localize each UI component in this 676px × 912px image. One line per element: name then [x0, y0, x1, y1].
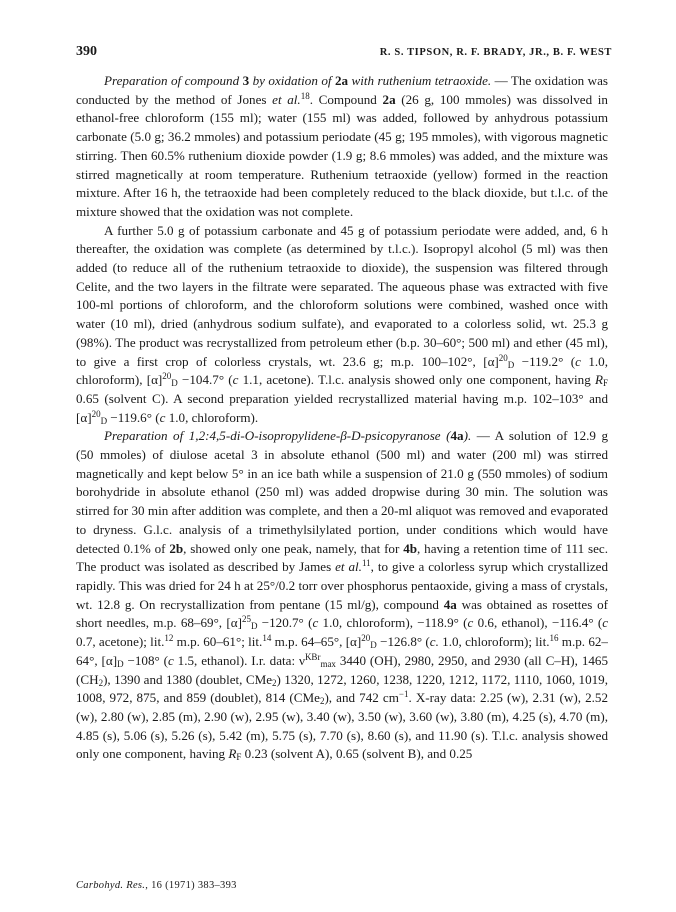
section-heading-compound-4a: Preparation of 1,2:4,5-di-O-isopropylidene-β-D-psicopyranose (4a). — [104, 428, 472, 444]
section-heading-compound-3: Preparation of compound 3 by oxidation of 2a with ruthenium tetraoxide. — [104, 73, 492, 88]
reference-superscript: 11 — [361, 558, 371, 569]
page-footer-citation — [76, 880, 237, 891]
article-body — [76, 72, 608, 764]
journal-name: Carbohyd. Res. — [76, 880, 146, 891]
paragraph-ruthenium-oxidation: Preparation of compound 3 by oxidation of 2a with ruthenium tetraoxide. — The oxidation was conducted by the method of Jones et al.$^{18}$. Compound 2a (26 g, 100 mmoles) was dissolved in ethanol-free chloroform (155 ml); water (155 ml) was added, followed by anhydrous potassium carbonate (5.0 g; 36.2 mmoles) and potassium periodate (45 g; 195 mmoles), with vigorous magnetic stirring. Then 60.5% ruthenium dioxide powder (1.9 g; 8.6 mmoles) was added, and the mixture was stirred magnetically at room temperature. Ruthenium tetraoxide (yellow) formed in the reaction mixture. After 16 h, the tetraoxide had been completely reduced to the black dioxide, but t.l.c. of the mixture showed that the oxidation was not complete. — [76, 73, 608, 219]
page-header — [76, 44, 612, 64]
paragraph-further-oxidation: A further 5.0 g of potassium carbonate and 45 g of potassium periodate were added, and, 6 h thereafter, the oxidation was complete (as determined by t.l.c.). Isopropyl alcohol (5 ml) was then added (to reduce all of the ruthenium tetraoxide to dioxide), the suspension was filtered through Celite, and the two layers in the filtrate were separated. The aqueous phase was extracted with five 100-ml portions of chloroform, and the chloroform solutions were combined, washed once with water (10 ml), dried (anhydrous sodium sulfate), and evaporated to a colorless solid, wt. 25.3 g (98%). The product was recrystallized from petroleum ether (b.p. 30–60°; 500 ml) and ether (45 ml), to give a first crop of colorless crystals, wt. 23.6 g; m.p. 100–102°, $[\alpha]^{20}_D -119.2^\circ$ (c 1.0, chloroform), $[\alpha]^{20}_D -104.7^\circ$ (c 1.1, acetone). T.l.c. analysis showed only one component, having $R_F$ 0.65 (solvent C). A second preparation yielded recrystallized material having m.p. 102–103° and $[\alpha]^{20}_D -119.6^\circ$ (c 1.0, chloroform). — [76, 222, 608, 426]
page-number: 390 — [76, 44, 97, 59]
reference-superscript: 18 — [300, 90, 310, 101]
journal-citation: , 16 (1971) 383–393 — [145, 880, 237, 891]
running-head-authors: R. S. TIPSON, R. F. BRADY, JR., B. F. WEST — [379, 47, 612, 58]
paragraph-psicopyranose-preparation: Preparation of 1,2:4,5-di-O-isopropylidene-β-D-psicopyranose (4a). — A solution of 12.9 g (50 mmoles) of diulose acetal 3 in absolute ethanol (500 ml) and water (200 ml) was stirred magnetically and kept below 5° in an ice bath while a suspension of 21.0 g (550 mmoles) of sodium borohydride in absolute ethanol (250 ml) was added dropwise during 30 min. The solution was stirred for 30 min after addition was complete, and then a 20-ml aliquot was removed and evaporated to dryness. G.l.c. analysis of a trimethylsilylated portion, under conditions which would have detected 0.1% of 2b, showed only one peak, namely, that for 4b, having a retention time of 111 sec. The product was isolated as described by James et al.$^{11}$, to give a colorless syrup which crystallized rapidly. This was dried for 24 h at 25°/0.2 torr over phosphorus pentaoxide, giving a mass of crystals, wt. 12.8 g. On recrystallization from pentane (15 ml/g), compound 4a was obtained as rosettes of short needles, m.p. 68–69°, $[\alpha]^{25}_D -120.7^\circ$ (c 1.0, chloroform), −118.9° (c 0.6, ethanol), −116.4° (c 0.7, acetone); lit.$^{12}$ m.p. 60–61°; lit.$^{14}$ m.p. 64–65°, $[\alpha]^{20}_D -126.8^\circ$ (c. 1.0, chloroform); lit.$^{16}$ m.p. 62–64°, $[\alpha]_D -108^\circ$ (c 1.5, ethanol). I.r. data: $\nu^{KBr}_{max}$ 3440 (OH), 2980, 2950, and 2930 (all C–H), 1465 $(CH_2)$, 1390 and 1380 (doublet, CMe$_2$) 1320, 1272, 1260, 1238, 1220, 1212, 1172, 1110, 1060, 1019, 1008, 972, 875, and 859 (doublet), 814 (CMe$_2$), and 742 $cm^{-1}$. X-ray data: 2.25 (w), 2.31 (w), 2.52 (w), 2.80 (w), 2.85 (m), 2.90 (w), 2.95 (w), 3.40 (w), 3.50 (w), 3.60 (w), 3.80 (m), 4.25 (s), 4.70 (m), 4.85 (s), 5.06 (s), 5.26 (s), 5.42 (m), 5.75 (s), 7.70 (s), 8.60 (s), and 11.90 (s). T.l.c. analysis showed only one component, having $R_F$ 0.23 (solvent A), 0.65 (solvent B), and 0.25 — [76, 428, 609, 763]
